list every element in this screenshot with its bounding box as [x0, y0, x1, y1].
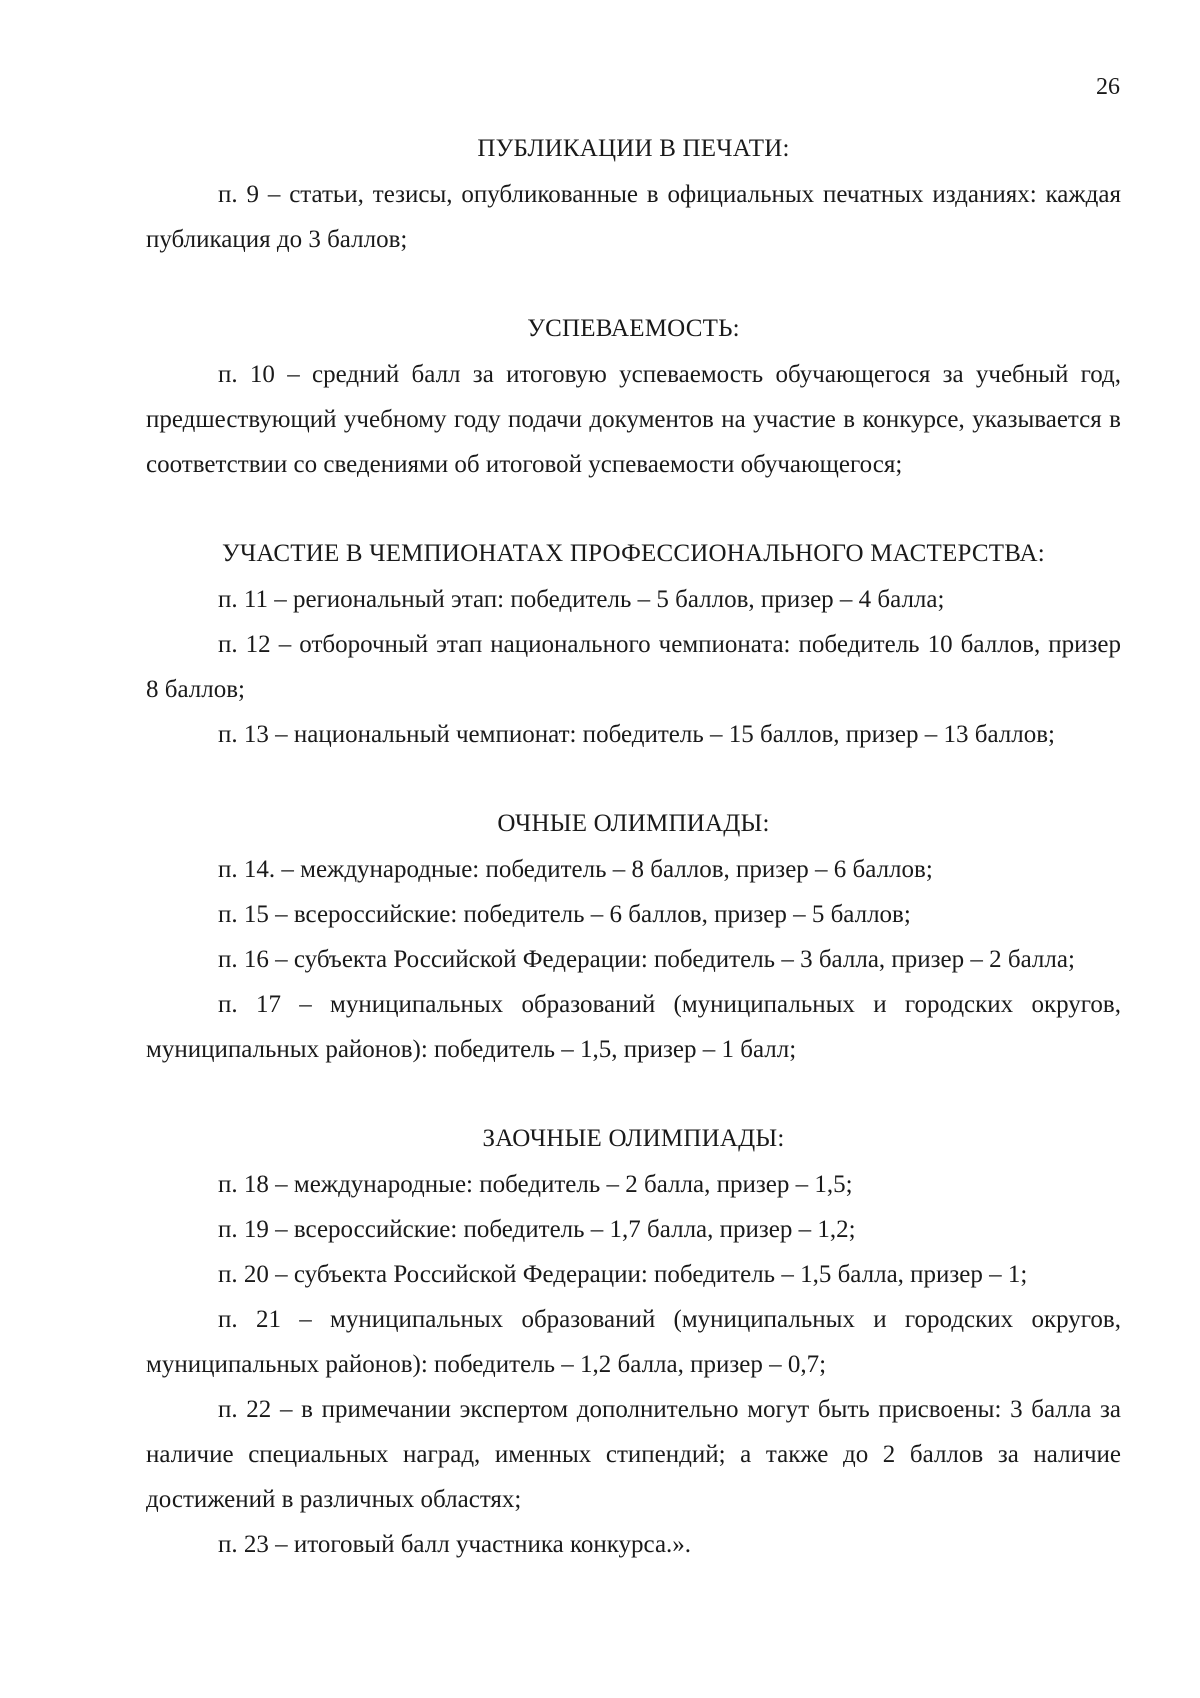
section-performance [146, 306, 1121, 487]
list-item: п. 15 – всероссийские: победитель – 6 баллов, призер – 5 баллов; [218, 901, 911, 928]
section-gap [146, 262, 1121, 306]
list-item: п. 12 – отборочный этап национального чемпионата: победитель 10 баллов, призер 8 баллов; [146, 631, 1121, 703]
section-remote-olympiads [146, 1116, 1121, 1567]
section-championships [146, 531, 1121, 757]
list-item: п. 9 – статьи, тезисы, опубликованные в официальных печатных изданиях: каждая публикация до 3 баллов; [146, 181, 1121, 253]
list-item: п. 23 – итоговый балл участника конкурса.». [218, 1531, 692, 1558]
document-body [146, 126, 1121, 1567]
list-item: п. 20 – субъекта Российской Федерации: победитель – 1,5 балла, призер – 1; [218, 1261, 1028, 1288]
section-onsite-olympiads [146, 801, 1121, 1072]
list-item: п. 11 – региональный этап: победитель – 5 баллов, призер – 4 балла; [218, 586, 945, 613]
list-item: п. 21 – муниципальных образований (муниципальных и городских округов, муниципальных районов): победитель – 1,2 балла, призер – 0,7; [146, 1306, 1121, 1378]
section-heading: УЧАСТИЕ В ЧЕМПИОНАТАХ ПРОФЕССИОНАЛЬНОГО МАСТЕРСТВА: [222, 540, 1045, 567]
section-gap [146, 1072, 1121, 1116]
section-heading: ОЧНЫЕ ОЛИМПИАДЫ: [497, 810, 770, 837]
list-item: п. 19 – всероссийские: победитель – 1,7 балла, призер – 1,2; [218, 1216, 856, 1243]
section-gap [146, 487, 1121, 531]
list-item: п. 10 – средний балл за итоговую успеваемость обучающегося за учебный год, предшествующий учебному году подачи документов на участие в конкурсе, указывается в соответствии со сведениями об итоговой успеваемости обучающегося; [146, 361, 1121, 478]
section-heading: УСПЕВАЕМОСТЬ: [527, 315, 740, 342]
page-number: 26 [1096, 74, 1120, 100]
list-item: п. 17 – муниципальных образований (муниципальных и городских округов, муниципальных районов): победитель – 1,5, призер – 1 балл; [146, 991, 1121, 1063]
section-heading: ЗАОЧНЫЕ ОЛИМПИАДЫ: [482, 1125, 785, 1152]
section-publications [146, 126, 1121, 262]
list-item: п. 14. – международные: победитель – 8 баллов, призер – 6 баллов; [218, 856, 933, 883]
section-gap [146, 757, 1121, 801]
list-item: п. 16 – субъекта Российской Федерации: победитель – 3 балла, призер – 2 балла; [218, 946, 1075, 973]
list-item: п. 22 – в примечании экспертом дополнительно могут быть присвоены: 3 балла за наличие специальных наград, именных стипендий; а также до 2 баллов за наличие достижений в различных областях; [146, 1396, 1121, 1513]
list-item: п. 18 – международные: победитель – 2 балла, призер – 1,5; [218, 1171, 853, 1198]
list-item: п. 13 – национальный чемпионат: победитель – 15 баллов, призер – 13 баллов; [218, 721, 1055, 748]
section-heading: ПУБЛИКАЦИИ В ПЕЧАТИ: [477, 135, 790, 162]
